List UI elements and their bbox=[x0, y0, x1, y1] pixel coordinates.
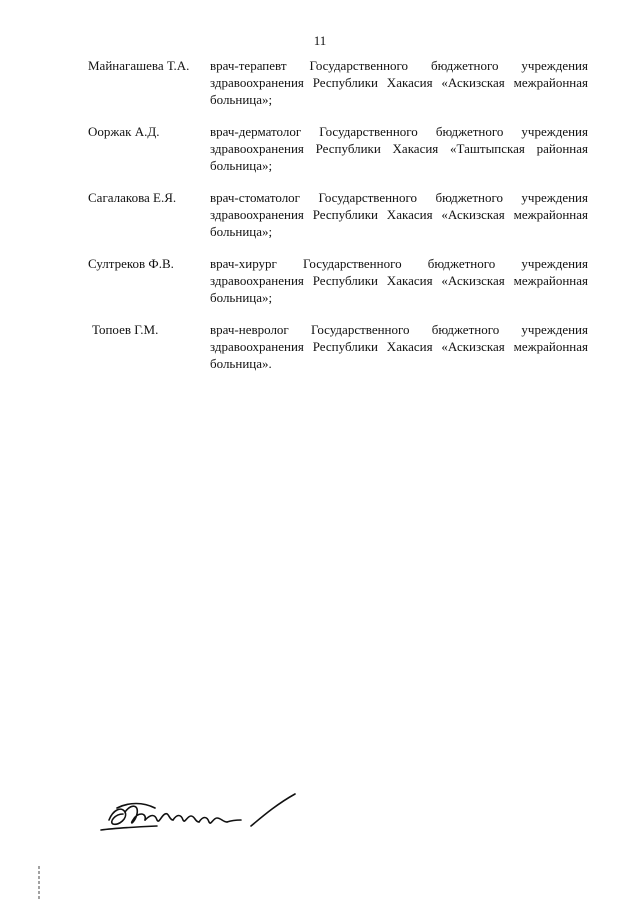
member-position: врач-невролог Государственного бюджетного учреждения здравоохранения Республики Хакасия «Аскизская межрайонная больница». bbox=[210, 322, 588, 371]
margin-mark bbox=[37, 866, 41, 900]
member-position: врач-терапевт Государственного бюджетного учреждения здравоохранения Республики Хакасия «Аскизская межрайонная больница»; bbox=[210, 58, 588, 107]
list-item bbox=[88, 321, 588, 372]
list-item bbox=[88, 57, 588, 108]
list-item bbox=[88, 255, 588, 306]
member-position: врач-дерматолог Государственного бюджетного учреждения здравоохранения Республики Хакасия «Таштыпская районная больница»; bbox=[210, 124, 588, 173]
member-list bbox=[88, 57, 588, 387]
member-name: Сагалакова Е.Я. bbox=[88, 190, 177, 205]
member-position: врач-стоматолог Государственного бюджетного учреждения здравоохранения Республики Хакасия «Аскизская межрайонная больница»; bbox=[210, 190, 588, 239]
handwritten-signature-icon bbox=[95, 790, 305, 840]
list-item bbox=[88, 123, 588, 174]
member-name: Топоев Г.М. bbox=[92, 322, 159, 337]
member-position: врач-хирург Государственного бюджетного учреждения здравоохранения Республики Хакасия «Аскизская межрайонная больница»; bbox=[210, 256, 588, 305]
page-number: 11 bbox=[313, 33, 327, 48]
list-item bbox=[88, 189, 588, 240]
member-name: Майнагашева Т.А. bbox=[88, 58, 190, 73]
member-name: Султреков Ф.В. bbox=[88, 256, 174, 271]
member-name: Ооржак А.Д. bbox=[88, 124, 160, 139]
